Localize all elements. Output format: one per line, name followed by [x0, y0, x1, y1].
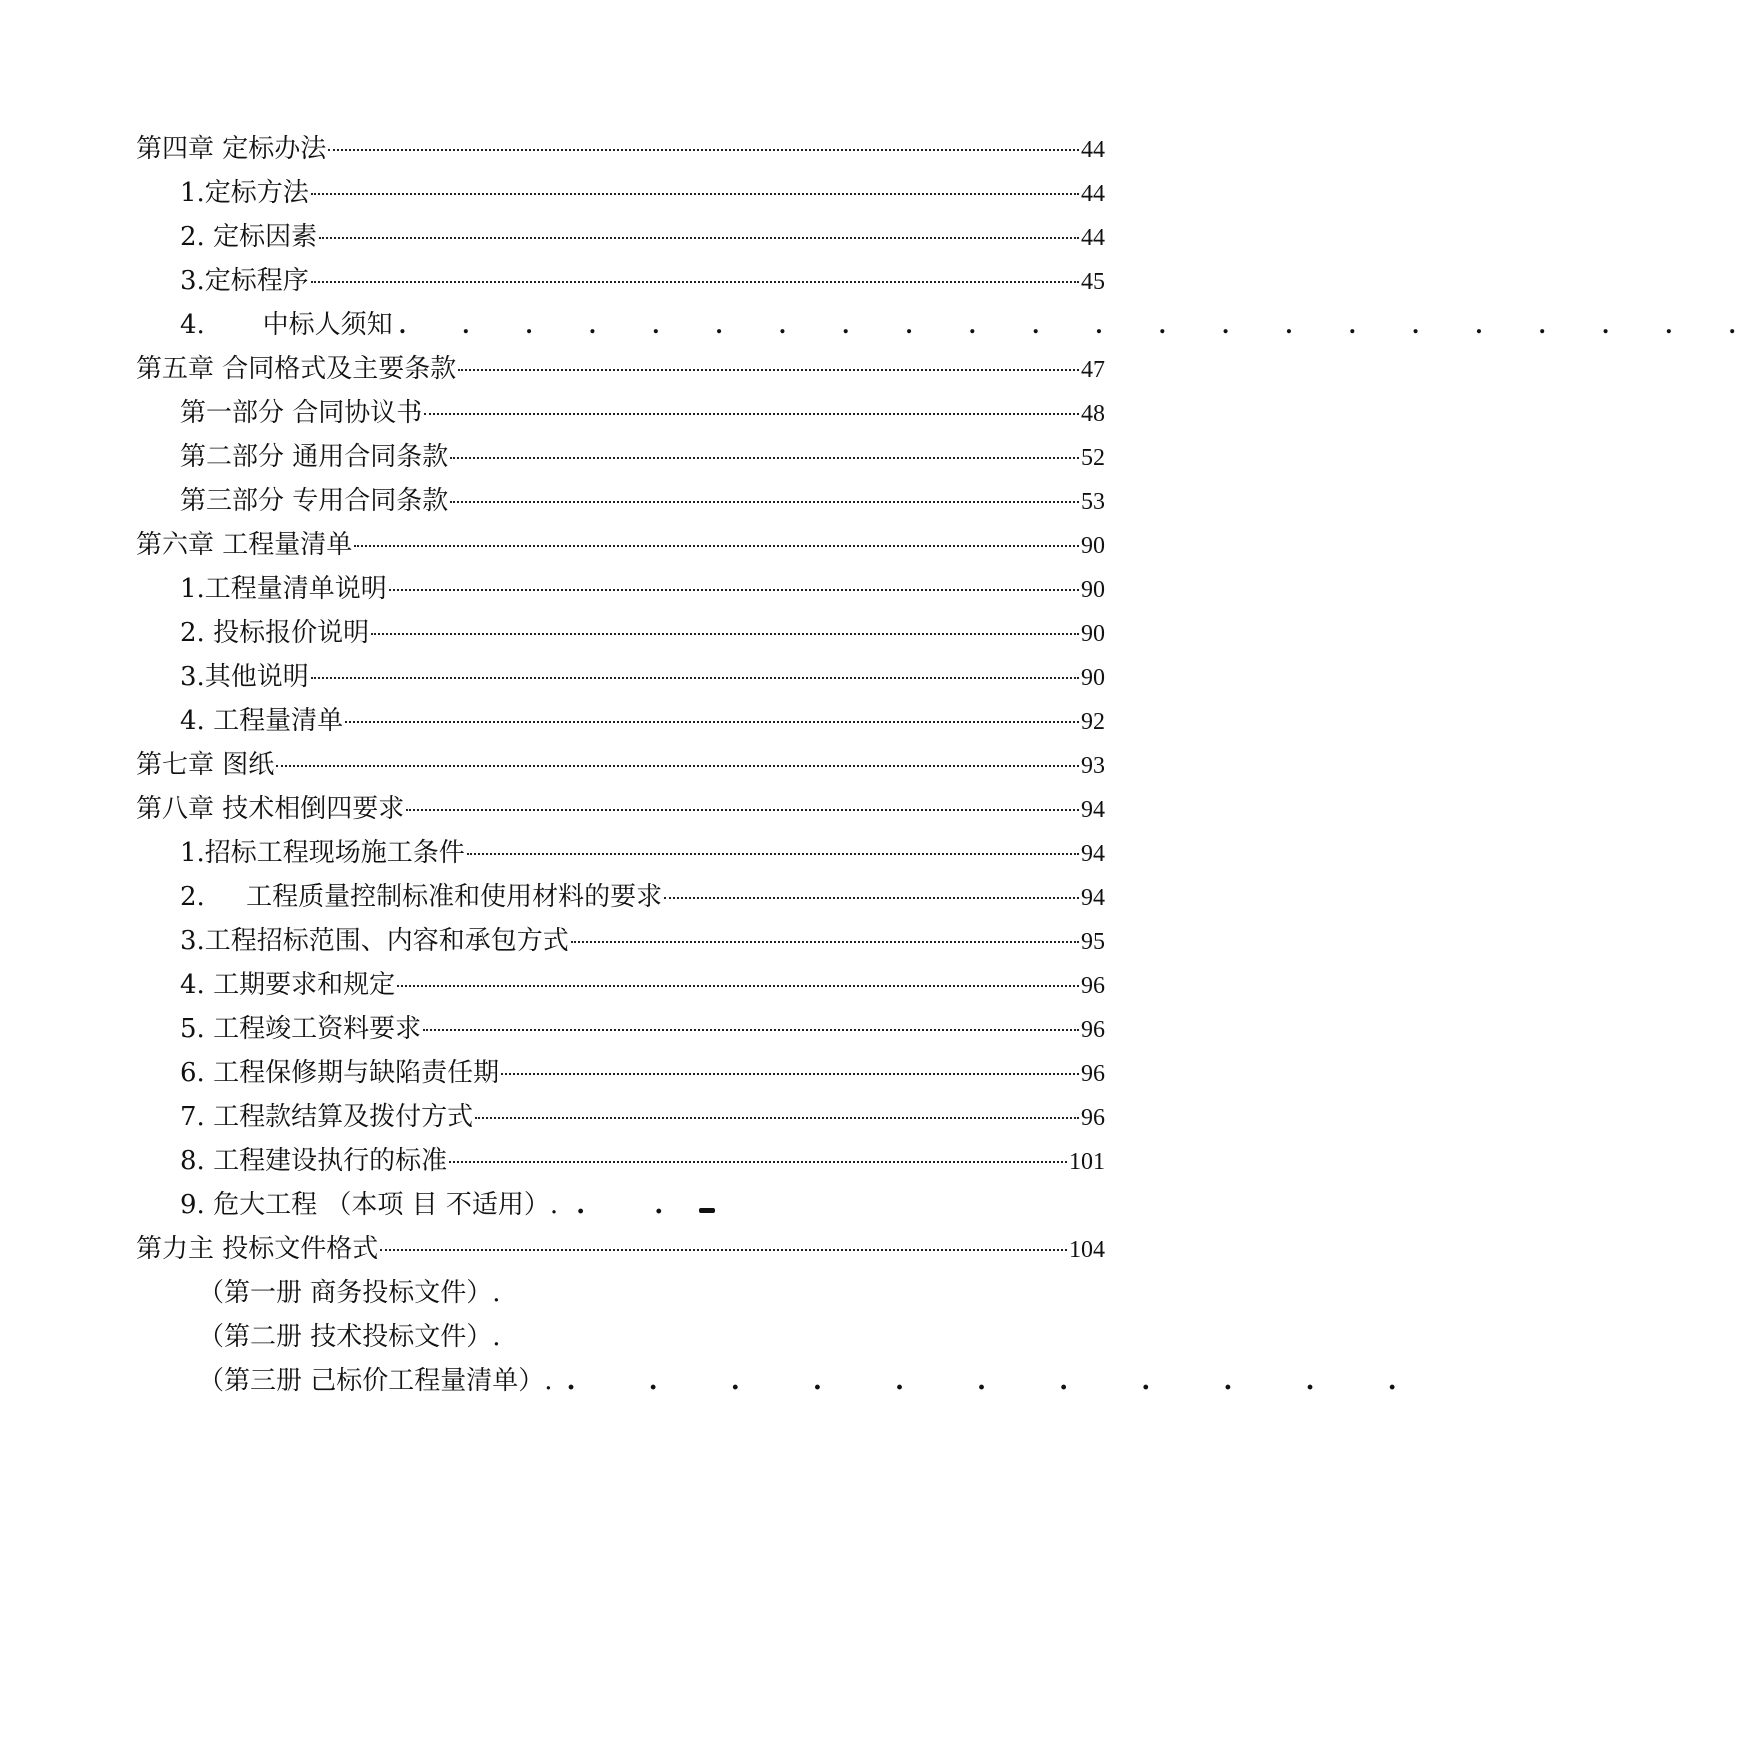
table-of-contents	[0, 127, 1760, 1403]
toc-entry-title: 4. 工期要求和规定	[180, 970, 396, 1000]
toc-entry-title: 第三部分 专用合同条款	[180, 486, 449, 516]
toc-entry[interactable]	[0, 435, 1240, 479]
toc-entry-title: 第四章 定标办法	[136, 134, 327, 164]
toc-entry-title: 3.其他说明	[180, 662, 309, 692]
toc-entry[interactable]	[0, 127, 1240, 171]
dot-leader	[276, 765, 1079, 767]
toc-entry-title: （第三册 己标价工程量清单）.	[198, 1366, 553, 1396]
end-dash	[699, 1208, 715, 1213]
toc-entry-page: 94	[1081, 885, 1105, 911]
toc-entry-title: 第七章 图纸	[136, 750, 275, 780]
toc-entry-page: 48	[1081, 401, 1105, 427]
dot-leader	[319, 237, 1079, 239]
dot-leader	[467, 853, 1079, 855]
toc-entry-title: 5. 工程竣工资料要求	[180, 1014, 422, 1044]
toc-entry[interactable]	[0, 1051, 1240, 1095]
toc-entry-page: 47	[1081, 357, 1105, 383]
toc-entry[interactable]	[0, 743, 1240, 787]
toc-entry-title: 第一部分 合同协议书	[180, 398, 423, 428]
toc-entry[interactable]	[0, 787, 1240, 831]
toc-entry-page: 90	[1081, 577, 1105, 603]
dot-leader	[311, 677, 1079, 679]
toc-entry-title: 第八章 技术相倒四要求	[136, 794, 405, 824]
toc-entry[interactable]	[0, 391, 1240, 435]
toc-entry[interactable]	[0, 303, 1760, 347]
dot-leader	[475, 1117, 1079, 1119]
dot-leader	[345, 721, 1079, 723]
toc-entry-title: 3.定标程序	[180, 266, 309, 296]
toc-entry-title: 1.招标工程现场施工条件	[180, 838, 465, 868]
toc-entry-page: 45	[1081, 269, 1105, 295]
toc-entry-title: 第力主 投标文件格式	[136, 1234, 379, 1264]
toc-entry-title: 3.工程招标范围、内容和承包方式	[180, 926, 569, 956]
dot-leader	[571, 941, 1079, 943]
dot-leader	[371, 633, 1079, 635]
dot-leader	[664, 897, 1079, 899]
toc-entry-page: 44	[1081, 137, 1105, 163]
dot-leader	[449, 1161, 1067, 1163]
dot-leader	[458, 369, 1079, 371]
toc-entry[interactable]	[0, 567, 1240, 611]
toc-entry-title: 6. 工程保修期与缺陷责任期	[180, 1058, 500, 1088]
toc-entry-title: 第五章 合同格式及主要条款	[136, 354, 457, 384]
toc-entry-title: 9. 危大工程 （本项 目 不适用）.	[180, 1190, 559, 1220]
dot-leader	[311, 281, 1079, 283]
toc-entry-page: 96	[1081, 1061, 1105, 1087]
dot-leader	[501, 1073, 1079, 1075]
dot-leader	[406, 809, 1079, 811]
dot-leader	[328, 149, 1079, 151]
toc-entry[interactable]	[0, 1139, 1240, 1183]
toc-entry-title: 4. 工程量清单	[180, 706, 344, 736]
toc-entry[interactable]	[0, 259, 1240, 303]
toc-entry[interactable]	[0, 699, 1240, 743]
toc-entry-title: 2. 工程质量控制标准和使用材料的要求	[180, 882, 663, 912]
toc-entry-page: 93	[1081, 753, 1105, 779]
toc-entry-page: 90	[1081, 621, 1105, 647]
toc-entry-page: 96	[1081, 973, 1105, 999]
toc-entry-title: 1.工程量清单说明	[180, 574, 387, 604]
toc-entry[interactable]	[0, 919, 1240, 963]
toc-entry-page: 53	[1081, 489, 1105, 515]
toc-entry-title: 2. 定标因素	[180, 222, 318, 252]
toc-entry[interactable]	[0, 171, 1240, 215]
toc-entry-page: 96	[1081, 1105, 1105, 1131]
toc-entry[interactable]	[0, 611, 1240, 655]
toc-entry-title: 第二部分 通用合同条款	[180, 442, 449, 472]
toc-entry-page: 44	[1081, 181, 1105, 207]
toc-entry-page: 44	[1081, 225, 1105, 251]
toc-entry[interactable]	[0, 347, 1240, 391]
toc-entry-page: 96	[1081, 1017, 1105, 1043]
toc-entry[interactable]	[0, 215, 1240, 259]
toc-entry-title: （第一册 商务投标文件）.	[198, 1278, 501, 1308]
sparse-dot-leader: . .	[576, 1190, 694, 1220]
toc-entry-page: 104	[1069, 1237, 1105, 1263]
toc-entry[interactable]	[0, 523, 1240, 567]
toc-entry-page: 95	[1081, 929, 1105, 955]
toc-entry-page: 90	[1081, 533, 1105, 559]
toc-entry-title: 2. 投标报价说明	[180, 618, 370, 648]
dot-leader	[450, 457, 1079, 459]
toc-entry[interactable]	[0, 1227, 1240, 1271]
toc-entry-page: 94	[1081, 841, 1105, 867]
toc-entry[interactable]	[0, 1359, 1429, 1403]
toc-entry-page: 92	[1081, 709, 1105, 735]
toc-entry[interactable]	[0, 963, 1240, 1007]
toc-entry[interactable]	[0, 1271, 1240, 1315]
dot-leader	[423, 1029, 1079, 1031]
toc-entry-page: 52	[1081, 445, 1105, 471]
sparse-dot-leader: . . . . . . . . . . . . . . . . . . . . . .	[398, 313, 1760, 339]
toc-entry-title: 1.定标方法	[180, 178, 309, 208]
dot-leader	[380, 1249, 1067, 1251]
toc-entry[interactable]	[0, 831, 1240, 875]
dot-leader	[424, 413, 1079, 415]
toc-entry-page: 94	[1081, 797, 1105, 823]
sparse-dot-leader: . . . . . . . . . . .	[566, 1366, 1429, 1396]
toc-entry[interactable]	[0, 1183, 1240, 1227]
toc-entry[interactable]	[0, 1315, 1240, 1359]
dot-leader	[389, 589, 1079, 591]
toc-entry-title: 8. 工程建设执行的标准	[180, 1146, 448, 1176]
dot-leader	[354, 545, 1079, 547]
dot-leader	[397, 985, 1079, 987]
toc-entry[interactable]	[0, 479, 1240, 523]
toc-entry[interactable]	[0, 1095, 1240, 1139]
toc-entry[interactable]	[0, 1007, 1240, 1051]
toc-entry-page: 90	[1081, 665, 1105, 691]
toc-entry-title: 4. 中标人须知	[180, 310, 393, 340]
dot-leader	[450, 501, 1079, 503]
toc-entry-title: 第六章 工程量清单	[136, 530, 353, 560]
toc-entry-page: 101	[1069, 1149, 1105, 1175]
toc-entry[interactable]	[0, 655, 1240, 699]
toc-entry-title: 7. 工程款结算及拨付方式	[180, 1102, 474, 1132]
toc-entry-title: （第二册 技术投标文件）.	[198, 1322, 501, 1352]
dot-leader	[311, 193, 1079, 195]
toc-entry[interactable]	[0, 875, 1240, 919]
